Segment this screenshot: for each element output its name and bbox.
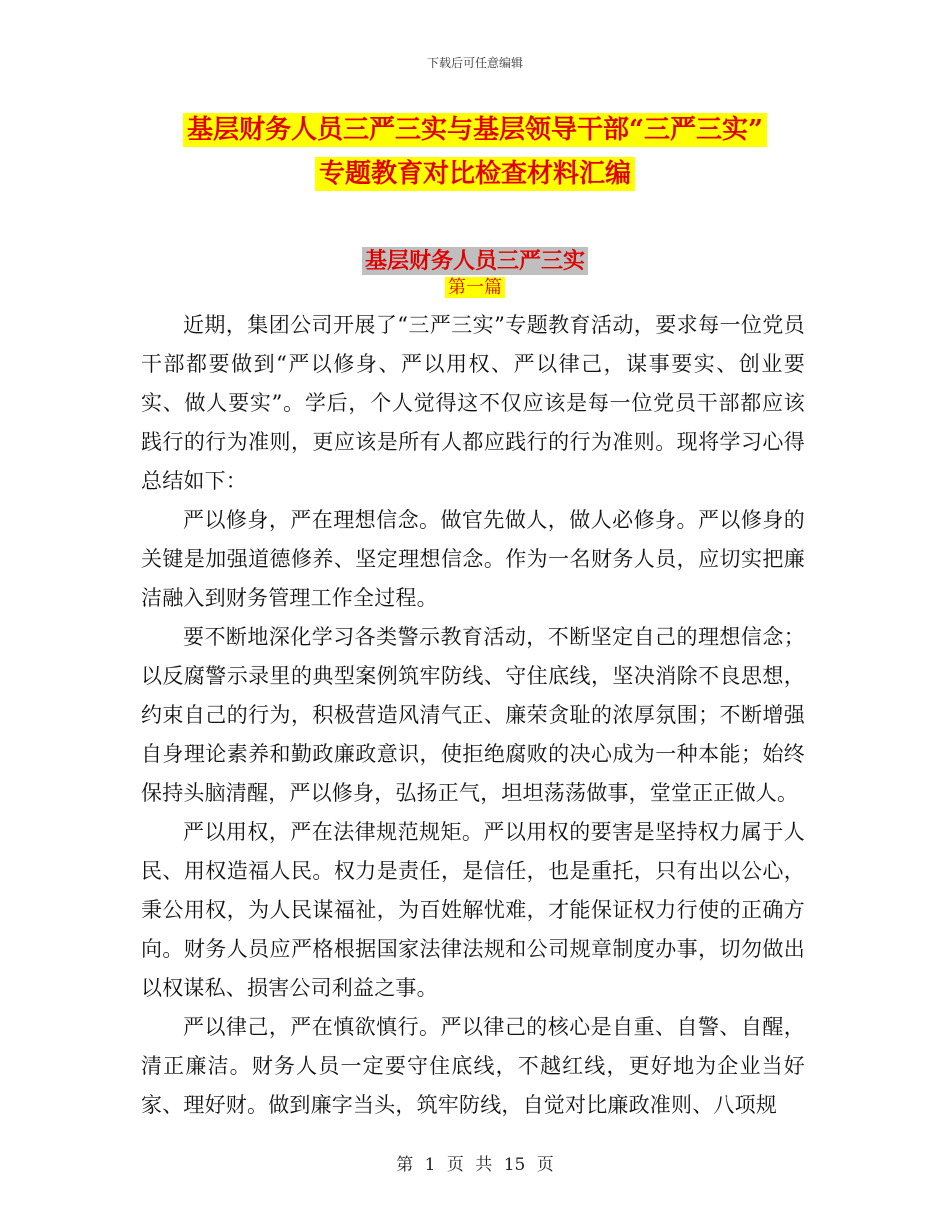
paragraph: 近期，集团公司开展了“三严三实”专题教育活动，要求每一位党员干部都要做到“严以修身、严以用权、严以律己，谋事要实、创业要实、做人要实”。学后，个人觉得这不仅应该是每一位党员干部都应该践行的行为准则，更应该是所有人都应践行的行为准则。现将学习心得总结如下： — [141, 313, 805, 493]
page-footer: 第 1 页 共 15 页 — [396, 1155, 554, 1175]
document-title-line-2-text: 专题教育对比检查材料汇编 — [315, 157, 635, 191]
document-title-line-1-text: 基层财务人员三严三实与基层领导干部“三严三实” — [183, 113, 767, 147]
header-note: 下载后可任意编辑 — [426, 56, 523, 70]
document-title-line-2 — [0, 156, 950, 192]
section-label — [0, 276, 950, 300]
section-title — [0, 246, 950, 276]
section-label-text: 第一篇 — [445, 277, 505, 298]
paragraph: 严以律己，严在慎欲慎行。严以律己的核心是自重、自警、自醒，清正廉洁。财务人员一定要守住底线，不越红线，更好地为企业当好家、理好财。做到廉字当头，筑牢防线，自觉对比廉政准则、八项规 — [141, 1015, 805, 1117]
body-text — [141, 306, 805, 1125]
document-title-line-1 — [0, 112, 950, 148]
paragraph: 严以修身，严在理想信念。做官先做人，做人必修身。严以修身的关键是加强道德修养、坚定理想信念。作为一名财务人员，应切实把廉洁融入到财务管理工作全过程。 — [141, 508, 805, 610]
section-title-text: 基层财务人员三严三实 — [362, 247, 588, 275]
paragraph: 要不断地深化学习各类警示教育活动，不断坚定自己的理想信念；以反腐警示录里的典型案例筑牢防线、守住底线，坚决消除不良思想，约束自己的行为，积极营造风清气正、廉荣贪耻的浓厚氛围；不断增强自身理论素养和勤政廉政意识，使拒绝腐败的决心成为一种本能；始终保持头脑清醒，严以修身，弘扬正气，坦坦荡荡做事，堂堂正正做人。 — [141, 625, 805, 805]
paragraph: 严以用权，严在法律规范规矩。严以用权的要害是坚持权力属于人民、用权造福人民。权力是责任，是信任，也是重托，只有出以公心，秉公用权，为人民谋福祉，为百姓解忧难，才能保证权力行使的正确方向。财务人员应严格根据国家法律法规和公司规章制度办事，切勿做出以权谋私、损害公司利益之事。 — [141, 820, 805, 1000]
